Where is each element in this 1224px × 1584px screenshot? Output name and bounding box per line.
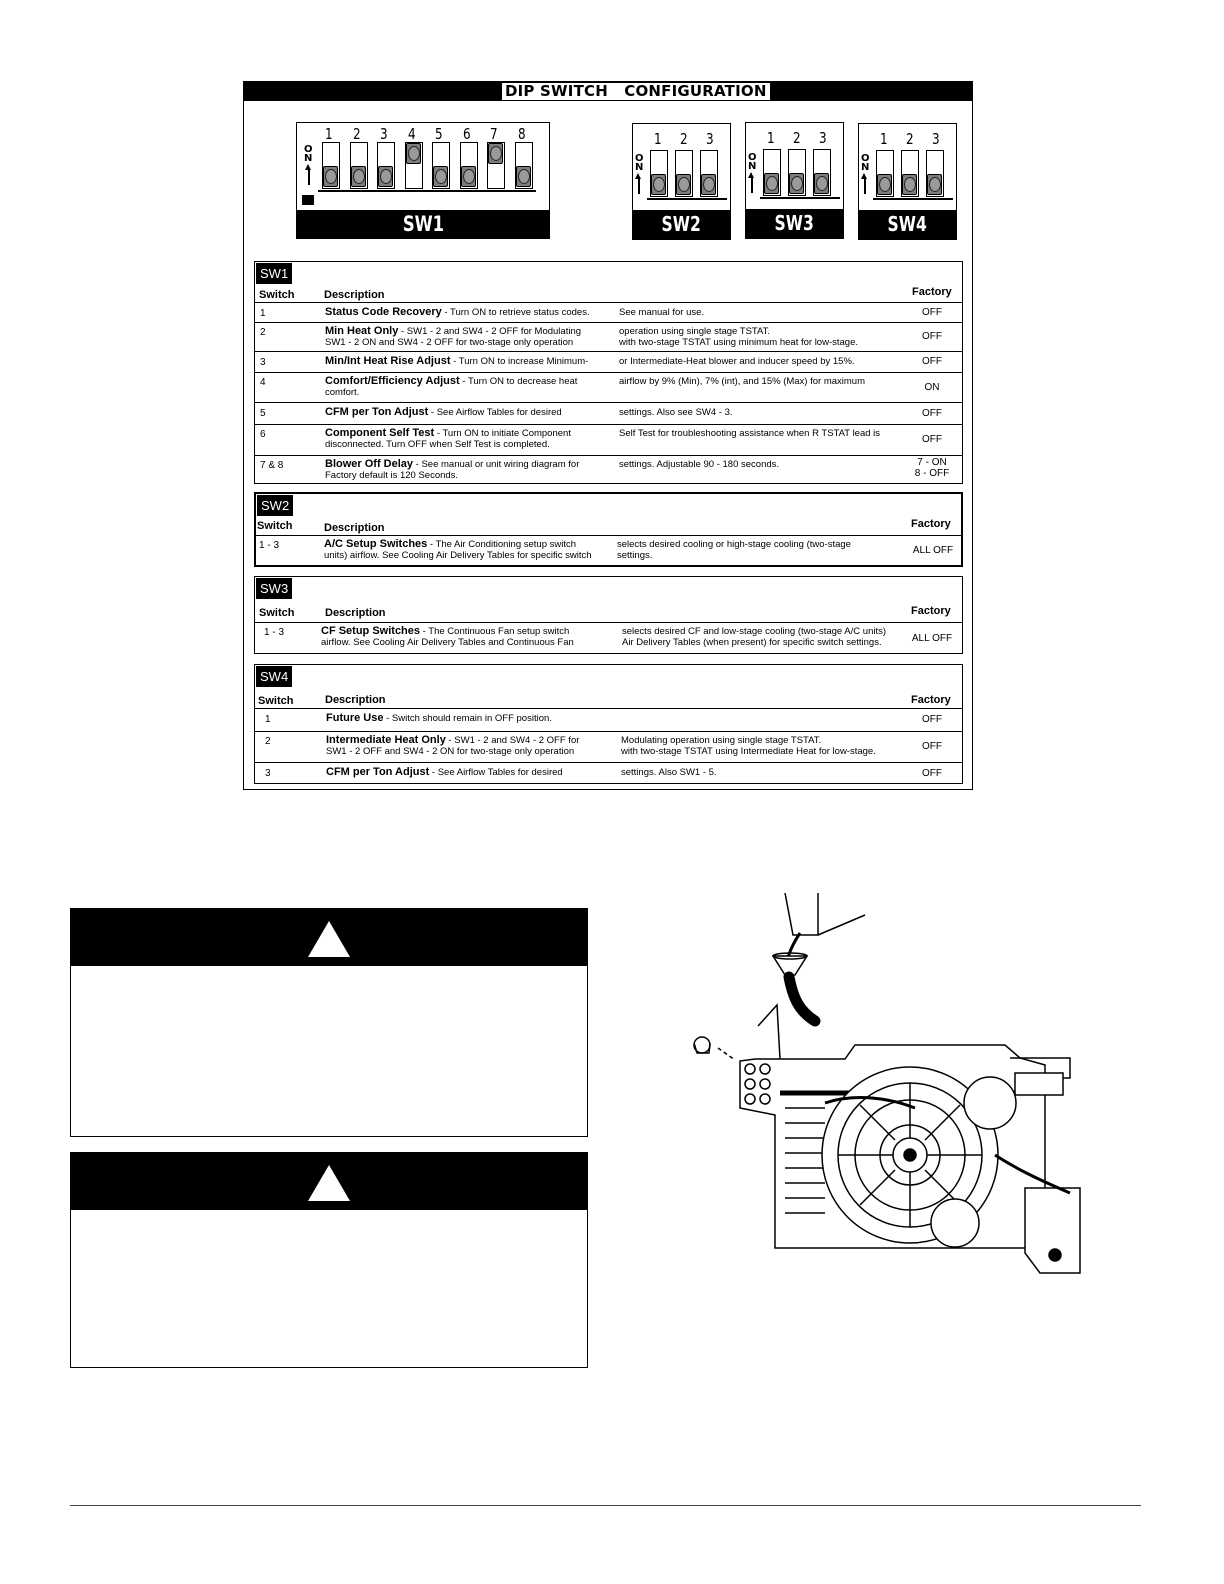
dip-toggle[interactable] (901, 150, 919, 197)
description-continued-text: or Intermediate-Heat blower and inducer speed by 15%. (619, 356, 855, 367)
position-numbers (746, 129, 843, 145)
dip-toggle-knob (351, 166, 366, 187)
dip-toggle-knob (516, 166, 531, 187)
description-continued-cell (621, 768, 717, 779)
switch-baseline (760, 197, 840, 199)
description-continued-cell (622, 627, 886, 648)
switch-number: 2 (905, 130, 914, 148)
table-row (255, 322, 962, 351)
description-continued-cell (619, 429, 880, 440)
warning-header (71, 1153, 587, 1210)
setting-name: A/C Setup Switches (324, 538, 428, 550)
setting-name: Component Self Test (325, 427, 435, 439)
switch-number: 1 (324, 125, 333, 143)
description-continued-cell (619, 460, 779, 471)
dip-toggle-knob (378, 166, 393, 187)
col-header-switch: Switch (259, 289, 295, 301)
switch-number-cell: 1 (265, 714, 271, 725)
switch-number: 7 (489, 125, 498, 143)
warning-triangle-icon (308, 921, 350, 957)
dip-toggle-knob (651, 174, 666, 195)
description-text: - SW1 - 2 and SW4 - 2 OFF for (445, 735, 580, 746)
dip-toggle[interactable] (650, 150, 668, 197)
setting-name: Status Code Recovery (325, 306, 442, 318)
setting-name: Min/Int Heat Rise Adjust (325, 355, 451, 367)
description-continued-text: selects desired cooling or high-stage cooling (two-stage (617, 539, 851, 550)
switch-block-label-bar (859, 210, 956, 239)
switch-number: 1 (879, 130, 888, 148)
switch-number-cell: 3 (260, 357, 266, 368)
description-continued-text: Modulating operation using single stage TSTAT. (621, 735, 822, 746)
switch-baseline (647, 198, 727, 200)
footer-rule (70, 1505, 1141, 1506)
col-header-factory: Factory (912, 286, 952, 298)
description-text-line2: airflow. See Cooling Air Delivery Tables and Continuous Fan (321, 636, 574, 648)
dip-toggle[interactable] (813, 149, 831, 196)
pin1-marker (302, 195, 314, 205)
switch-number: 4 (407, 125, 416, 143)
warning-box-2 (70, 1152, 588, 1368)
factory-value: OFF (922, 767, 942, 779)
dip-toggle[interactable] (675, 150, 693, 197)
switch-baseline (318, 190, 536, 192)
description-cell (325, 407, 562, 419)
dip-toggle-knob (323, 166, 338, 187)
sw2-dip-switch-block (632, 123, 731, 240)
table-tag: SW4 (256, 666, 292, 687)
factory-setting-cell (900, 307, 964, 318)
setting-name: CF Setup Switches (321, 625, 421, 637)
description-continued-text: operation using single stage TSTAT. (619, 326, 771, 337)
switch-block-label-bar (746, 209, 843, 238)
switch-number: 8 (517, 125, 526, 143)
on-arrow-icon (864, 178, 866, 194)
figure-title: DIP SWITCH CONFIGURATION (502, 83, 770, 100)
factory-setting-cell (901, 545, 965, 556)
dip-toggle[interactable] (322, 142, 340, 189)
factory-value: OFF (922, 356, 942, 367)
sw4-dip-switch-block (858, 123, 957, 240)
dip-toggle-knob (461, 166, 476, 187)
description-continued-text: selects desired CF and low-stage cooling (two-stage A/C units) (622, 626, 887, 637)
switch-number-cell: 3 (265, 768, 271, 779)
col-header-factory: Factory (911, 694, 951, 706)
dip-toggle[interactable] (432, 142, 450, 189)
switch-baseline (873, 198, 953, 200)
factory-setting-cell (900, 408, 964, 419)
factory-setting-cell (900, 331, 964, 342)
dip-toggle-knob (927, 174, 942, 195)
sw1-dip-switch-block (296, 122, 550, 239)
inducer-housing (740, 1045, 1080, 1273)
description-text: - See Airflow Tables for desired (429, 767, 563, 778)
setting-name: Intermediate Heat Only (326, 734, 446, 746)
description-continued-cell (619, 357, 855, 368)
switch-number: 2 (352, 125, 361, 143)
table-row (255, 731, 962, 762)
dip-toggle-knob (701, 174, 716, 195)
dip-toggle-knob (764, 173, 779, 194)
description-continued-text: airflow by 9% (Min), 7% (int), and 15% (Max) for maximum (619, 376, 866, 387)
switch-number: 5 (434, 125, 443, 143)
sw1-label: SW1 (402, 212, 444, 236)
description-continued-cell (619, 327, 858, 348)
description-continued-cell (619, 408, 733, 419)
dip-toggle[interactable] (405, 142, 423, 189)
switch-number-cell: 2 (265, 736, 271, 747)
setting-name: CFM per Ton Adjust (325, 406, 429, 418)
switch-number-cell: 6 (260, 429, 266, 440)
dip-toggle-knob (406, 143, 421, 164)
col-header-factory: Factory (911, 518, 951, 530)
description-text: - The Continuous Fan setup switch (420, 626, 570, 637)
factory-setting-cell (900, 633, 964, 644)
description-continued-text: settings. Adjustable 90 - 180 seconds. (619, 459, 780, 470)
on-arrow-icon (308, 169, 310, 185)
factory-value-2: 8 - OFF (914, 468, 950, 479)
dip-toggle[interactable] (377, 142, 395, 189)
dip-toggle-knob (488, 143, 503, 164)
dip-toggle-knob (676, 174, 691, 195)
description-text: - Turn ON to increase Minimum- (450, 356, 589, 367)
description-continued-cell (621, 736, 876, 757)
dip-toggle[interactable] (460, 142, 478, 189)
switch-number-cell: 2 (260, 327, 266, 338)
table-row (256, 535, 961, 565)
dip-toggle[interactable] (926, 150, 944, 197)
setting-name: Comfort/Efficiency Adjust (325, 375, 460, 387)
on-label: O N (748, 152, 757, 172)
description-text: - See Airflow Tables for desired (428, 407, 562, 418)
description-text: - Turn ON to retrieve status codes. (441, 307, 590, 318)
description-cell (321, 626, 574, 648)
switch-number-cell: 4 (260, 377, 266, 388)
table-row (255, 622, 962, 654)
description-text-line2: units) airflow. See Cooling Air Delivery Tables for specific switch (324, 549, 592, 561)
factory-value: OFF (922, 434, 942, 445)
description-text: - Turn ON to initiate Component (434, 428, 571, 439)
description-cell (325, 356, 588, 368)
warning-triangle-icon (308, 1165, 350, 1201)
description-continued-line2: Air Delivery Tables (when present) for specific switch settings. (622, 636, 882, 648)
description-continued-cell (619, 308, 704, 319)
switch-number: 3 (705, 130, 714, 148)
description-continued-cell (619, 377, 865, 388)
dip-toggle-knob (789, 173, 804, 194)
description-continued-text: See manual for use. (619, 307, 705, 318)
dip-toggle[interactable] (487, 142, 505, 189)
sw2-settings-table (254, 492, 963, 567)
setting-name: Min Heat Only (325, 325, 399, 337)
factory-setting-cell (900, 382, 964, 393)
drain-hose-icon (773, 893, 865, 1021)
switch-number: 1 (766, 129, 775, 147)
description-text-line2: comfort. (325, 386, 360, 398)
description-cell (325, 326, 581, 348)
col-header-switch: Switch (258, 695, 294, 707)
description-continued-line2: with two-stage TSTAT using minimum heat for low-stage. (619, 336, 858, 348)
switch-number: 3 (379, 125, 388, 143)
figure-title-bar (244, 82, 972, 101)
position-numbers (633, 130, 730, 146)
description-cell (325, 428, 571, 450)
description-text-line2: SW1 - 2 ON and SW4 - 2 OFF for two-stage only operation (325, 336, 574, 348)
on-arrow-icon (638, 178, 640, 194)
table-row (255, 351, 962, 372)
factory-setting-cell (900, 714, 964, 725)
dip-toggle[interactable] (700, 150, 718, 197)
factory-value: ALL OFF (911, 632, 953, 644)
description-text-line2: SW1 - 2 OFF and SW4 - 2 ON for two-stage only operation (326, 745, 575, 757)
dip-toggle-knob (902, 174, 917, 195)
factory-setting-cell (900, 768, 964, 779)
dip-toggle-knob (877, 174, 892, 195)
factory-value: OFF (922, 331, 942, 342)
description-text: - SW1 - 2 and SW4 - 2 OFF for Modulating (398, 326, 582, 337)
switch-block-label: SW4 (887, 212, 928, 236)
description-continued-text: settings. Also SW1 - 5. (621, 767, 717, 778)
description-text: - Switch should remain in OFF position. (383, 713, 552, 724)
switch-number-cell: 1 (260, 308, 266, 319)
description-cell (326, 767, 563, 779)
drain-cap-icon (694, 1005, 780, 1060)
warning-box-1 (70, 908, 588, 1137)
table-row (255, 402, 962, 424)
sw1-position-numbers (297, 125, 549, 141)
position-numbers (859, 130, 956, 146)
description-cell (325, 376, 577, 398)
inducer-drain-illustration (685, 893, 1090, 1278)
setting-name: Blower Off Delay (325, 458, 414, 470)
switch-number: 6 (462, 125, 471, 143)
dip-toggle-knob (814, 173, 829, 194)
factory-value: OFF (922, 714, 942, 725)
factory-setting-cell (900, 457, 964, 479)
switch-number: 3 (931, 130, 940, 148)
factory-setting-cell (900, 741, 964, 752)
switch-number: 1 (653, 130, 662, 148)
dip-toggle[interactable] (763, 149, 781, 196)
table-row (255, 708, 962, 731)
col-header-factory: Factory (911, 605, 951, 617)
sw1-settings-table (254, 261, 963, 484)
description-continued-text: Self Test for troubleshooting assistance when R TSTAT lead is (619, 428, 881, 439)
col-header-description: Description (324, 289, 385, 301)
dip-toggle[interactable] (515, 142, 533, 189)
description-text-line2: Factory default is 120 Seconds. (325, 469, 459, 481)
description-continued-text: settings. Also see SW4 - 3. (619, 407, 733, 418)
switch-number: 3 (818, 129, 827, 147)
description-cell (326, 713, 552, 725)
setting-name: CFM per Ton Adjust (326, 766, 430, 778)
table-tag: SW3 (256, 578, 292, 599)
switch-number-cell: 1 - 3 (259, 540, 280, 551)
description-text: - The Air Conditioning setup switch (427, 539, 577, 550)
dip-toggle[interactable] (788, 149, 806, 196)
description-cell (324, 539, 592, 561)
switch-block-label-bar (633, 210, 730, 239)
warning-header (71, 909, 587, 966)
switch-block-label: SW3 (774, 211, 815, 235)
table-tag: SW1 (256, 263, 292, 284)
col-header-description: Description (324, 522, 385, 534)
on-label: O N (304, 144, 313, 164)
sw4-settings-table (254, 664, 963, 784)
switch-block-label: SW2 (661, 212, 702, 236)
factory-value: ALL OFF (912, 544, 954, 556)
sw3-settings-table (254, 576, 963, 654)
description-cell (325, 307, 590, 319)
col-header-switch: Switch (257, 520, 293, 532)
description-continued-line2: settings. (617, 549, 653, 561)
description-continued-cell (617, 540, 851, 561)
dip-toggle-knob (433, 166, 448, 187)
description-text-line2: disconnected. Turn OFF when Self Test is completed. (325, 438, 550, 450)
col-header-description: Description (325, 694, 386, 706)
factory-value: OFF (922, 407, 942, 419)
table-row (255, 372, 962, 402)
on-label: O N (635, 153, 644, 173)
setting-name: Future Use (326, 712, 384, 724)
table-row (255, 455, 962, 484)
sw3-dip-switch-block (745, 122, 844, 239)
description-cell (326, 735, 579, 757)
factory-value: 7 - ON (917, 457, 947, 468)
col-header-switch: Switch (259, 607, 295, 619)
on-arrow-icon (751, 177, 753, 193)
factory-value: OFF (922, 741, 942, 752)
switch-number: 2 (792, 129, 801, 147)
table-row (255, 424, 962, 455)
switch-number-cell: 7 & 8 (260, 460, 284, 471)
dip-toggle[interactable] (876, 150, 894, 197)
factory-value: OFF (922, 306, 942, 318)
switch-number-cell: 5 (260, 408, 266, 419)
col-header-description: Description (325, 607, 386, 619)
sw1-label-bar (297, 210, 549, 238)
factory-setting-cell (900, 356, 964, 367)
switch-number-cell: 1 - 3 (264, 627, 285, 638)
table-row (255, 302, 962, 322)
on-label: O N (861, 153, 870, 173)
description-text: - Turn ON to decrease heat (459, 376, 578, 387)
switch-number: 2 (679, 130, 688, 148)
factory-value: ON (924, 381, 940, 393)
table-row (255, 762, 962, 784)
table-tag: SW2 (257, 495, 293, 516)
dip-toggle[interactable] (350, 142, 368, 189)
description-continued-line2: with two-stage TSTAT using Intermediate Heat for low-stage. (621, 745, 876, 757)
description-text: - See manual or unit wiring diagram for (413, 459, 580, 470)
description-cell (325, 459, 579, 481)
factory-setting-cell (900, 434, 964, 445)
